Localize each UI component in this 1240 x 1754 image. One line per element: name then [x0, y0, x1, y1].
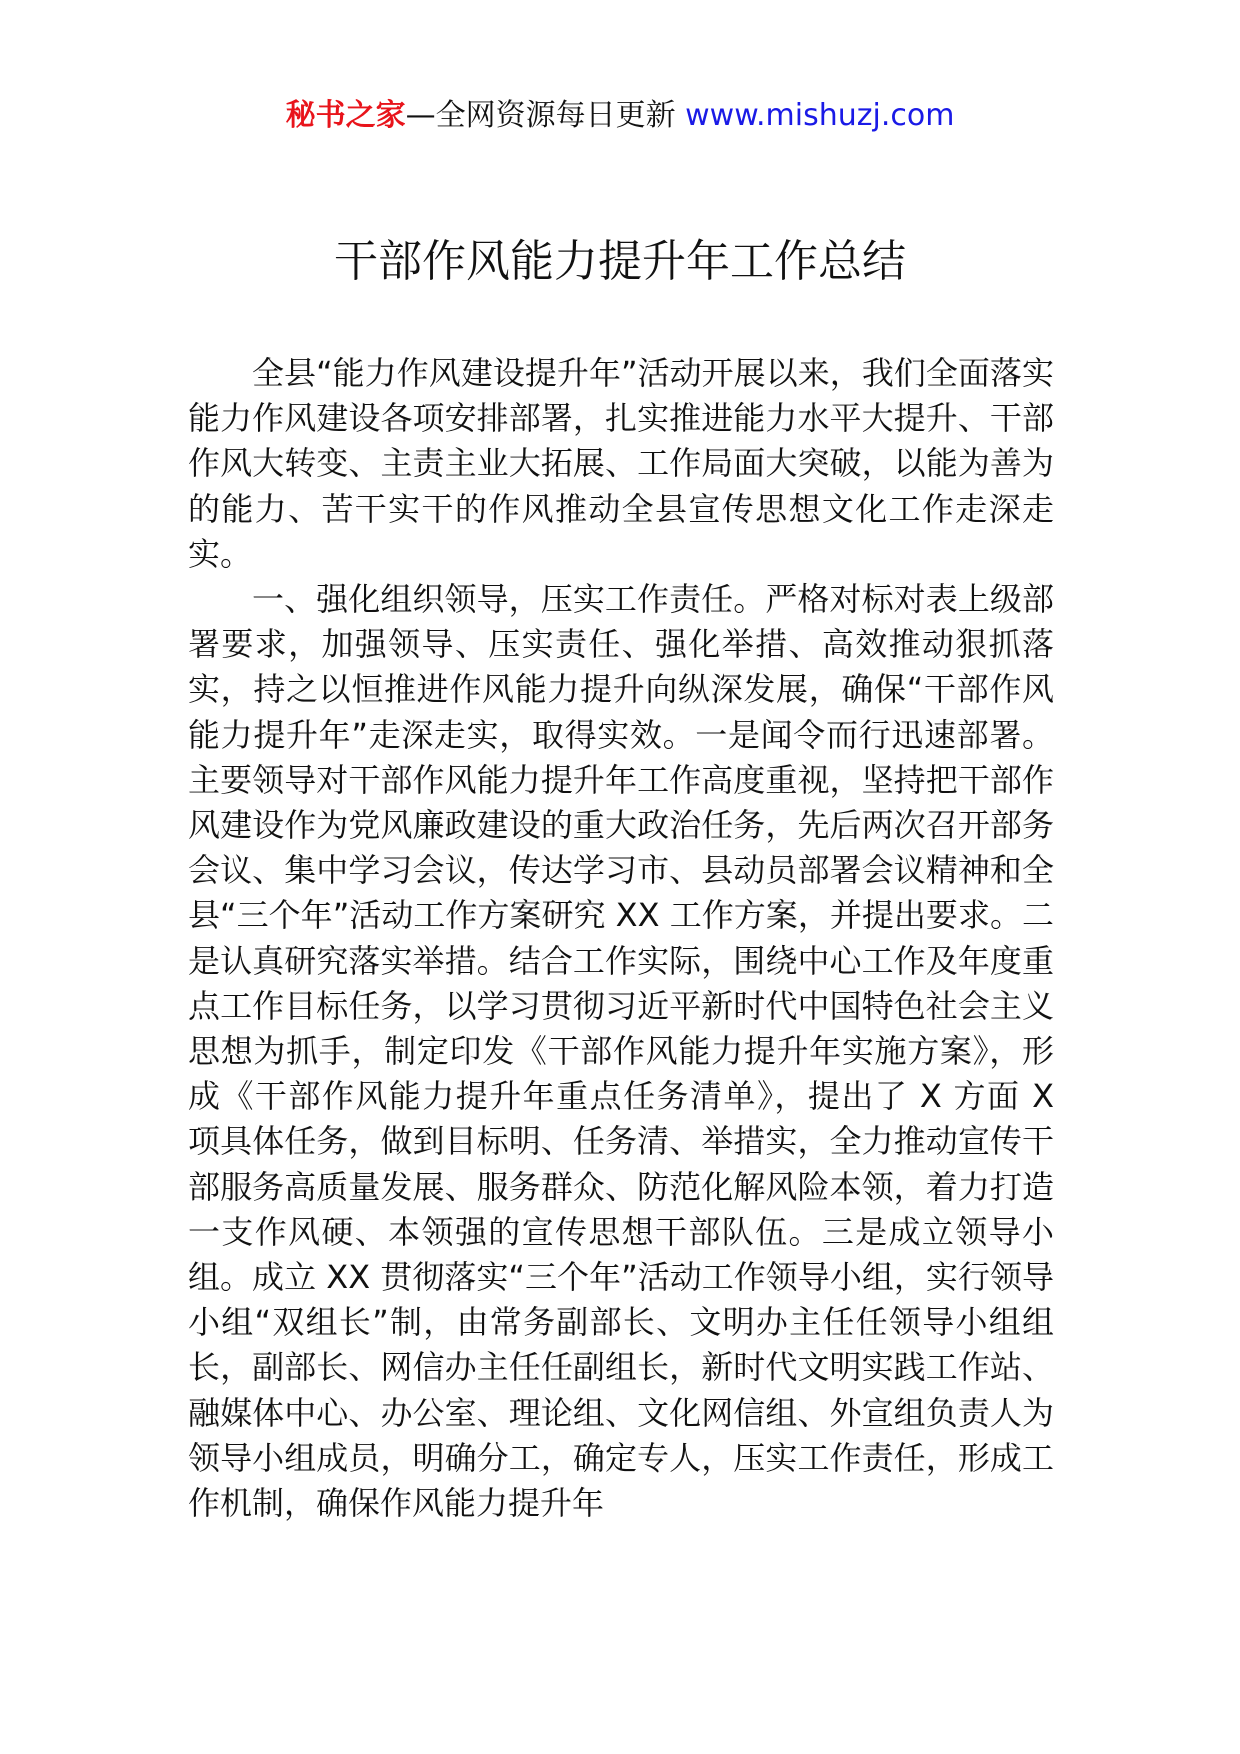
section-one-heading: 一、强化组织领导，压实工作责任。 — [252, 580, 766, 619]
site-header — [0, 96, 1240, 136]
document-title: 干部作风能力提升年工作总结 — [334, 236, 906, 287]
paragraph-intro — [188, 351, 1054, 577]
site-url-link[interactable]: www.mishuzj.com — [685, 98, 955, 133]
document-body — [188, 351, 1054, 1526]
header-slogan: —全网资源每日更新 — [405, 98, 686, 133]
paragraph-intro-text: 全县“能力作风建设提升年”活动开展以来，我们全面落实能力作风建设各项安排部署，扎实推进能力水平大提升、干部作风大转变、主责主业大拓展、工作局面大突破，以能为善为的能力、苦干实干的作风推动全县宣传思想文化工作走深走实。 — [188, 354, 1054, 573]
paragraph-section-one — [188, 577, 1054, 1526]
section-one-text: 严格对标对表上级部署要求，加强领导、压实责任、强化举措、高效推动狠抓落实，持之以恒推进作风能力提升向纵深发展，确保“干部作风能力提升年”走深走实，取得实效。一是闻令而行迅速部署。主要领导对干部作风能力提升年工作高度重视，坚持把干部作风建设作为党风廉政建设的重大政治任务，先后两次召开部务会议、集中学习会议，传达学习市、县动员部署会议精神和全县“三个年”活动工作方案研究 XX 工作方案，并提出要求。二是认真研究落实举措。结合工作实际，围绕中心工作及年度重点工作目标任务，以学习贯彻习近平新时代中国特色社会主义思想为抓手，制定印发《干部作风能力提升年实施方案》，形成《干部作风能力提升年重点任务清单》，提出了 X 方面 X 项具体任务，做到目标明、任务清、举措实，全力推动宣传干部服务高质量发展、服务群众、防范化解风险本领，着力打造一支作风硬、本领强的宣传思想干部队伍。三是成立领导小组。成立 XX 贯彻落实“三个年”活动工作领导小组，实行领导小组“双组长”制，由常务副部长、文明办主任任领导小组组长，副部长、网信办主任任副组长，新时代文明实践工作站、融媒体中心、办公室、理论组、文化网信组、外宣组负责人为领导小组成员，明确分工，确定专人，压实工作责任，形成工作机制，确保作风能力提升年 — [188, 580, 1054, 1523]
brand-name: 秘书之家 — [285, 98, 406, 133]
